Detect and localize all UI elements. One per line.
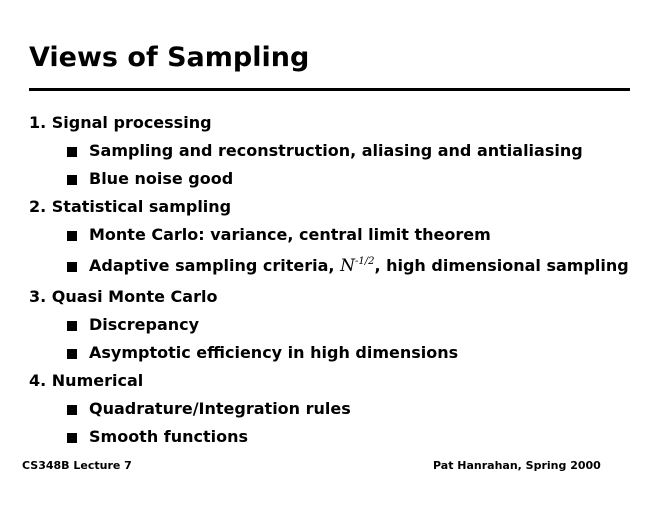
square-bullet-icon bbox=[67, 433, 77, 443]
bullet-text: Discrepancy bbox=[89, 315, 200, 334]
section-heading: 1. Signal processing bbox=[29, 113, 212, 132]
bullet-item bbox=[29, 311, 639, 339]
bullet-text: Blue noise good bbox=[89, 169, 234, 188]
square-bullet-icon bbox=[67, 405, 77, 415]
bullet-text: Asymptotic efficiency in high dimensions bbox=[89, 343, 459, 362]
bullet-item bbox=[29, 339, 639, 367]
square-bullet-icon bbox=[67, 147, 77, 157]
section-heading: 2. Statistical sampling bbox=[29, 197, 232, 216]
footer-course: CS348B Lecture 7 bbox=[22, 459, 132, 472]
footer-author: Pat Hanrahan, Spring 2000 bbox=[433, 459, 601, 472]
bullet-item bbox=[29, 423, 639, 451]
bullet-item bbox=[29, 165, 639, 193]
bullet-text: Smooth functions bbox=[89, 427, 249, 446]
bullet-text: Monte Carlo: variance, central limit theorem bbox=[89, 225, 491, 244]
bullet-text-after: , high dimensional sampling bbox=[374, 256, 629, 275]
square-bullet-icon bbox=[67, 262, 77, 272]
math-expression bbox=[340, 256, 374, 276]
bullet-item bbox=[29, 249, 639, 283]
bullet-text: Quadrature/Integration rules bbox=[89, 399, 351, 418]
section-heading: 4. Numerical bbox=[29, 371, 144, 390]
math-base: N bbox=[340, 256, 355, 276]
bullet-item bbox=[29, 137, 639, 165]
square-bullet-icon bbox=[67, 231, 77, 241]
bullet-text: Sampling and reconstruction, aliasing and antialiasing bbox=[89, 141, 583, 160]
bullet-item bbox=[29, 221, 639, 249]
section-heading: 3. Quasi Monte Carlo bbox=[29, 287, 218, 306]
bullet-item bbox=[29, 395, 639, 423]
square-bullet-icon bbox=[67, 175, 77, 185]
square-bullet-icon bbox=[67, 321, 77, 331]
slide-content bbox=[29, 109, 639, 451]
title-underline bbox=[29, 88, 630, 91]
slide-title: Views of Sampling bbox=[29, 42, 310, 73]
square-bullet-icon bbox=[67, 349, 77, 359]
bullet-text-before: Adaptive sampling criteria, bbox=[89, 256, 341, 275]
math-exponent: -1/2 bbox=[354, 256, 375, 267]
